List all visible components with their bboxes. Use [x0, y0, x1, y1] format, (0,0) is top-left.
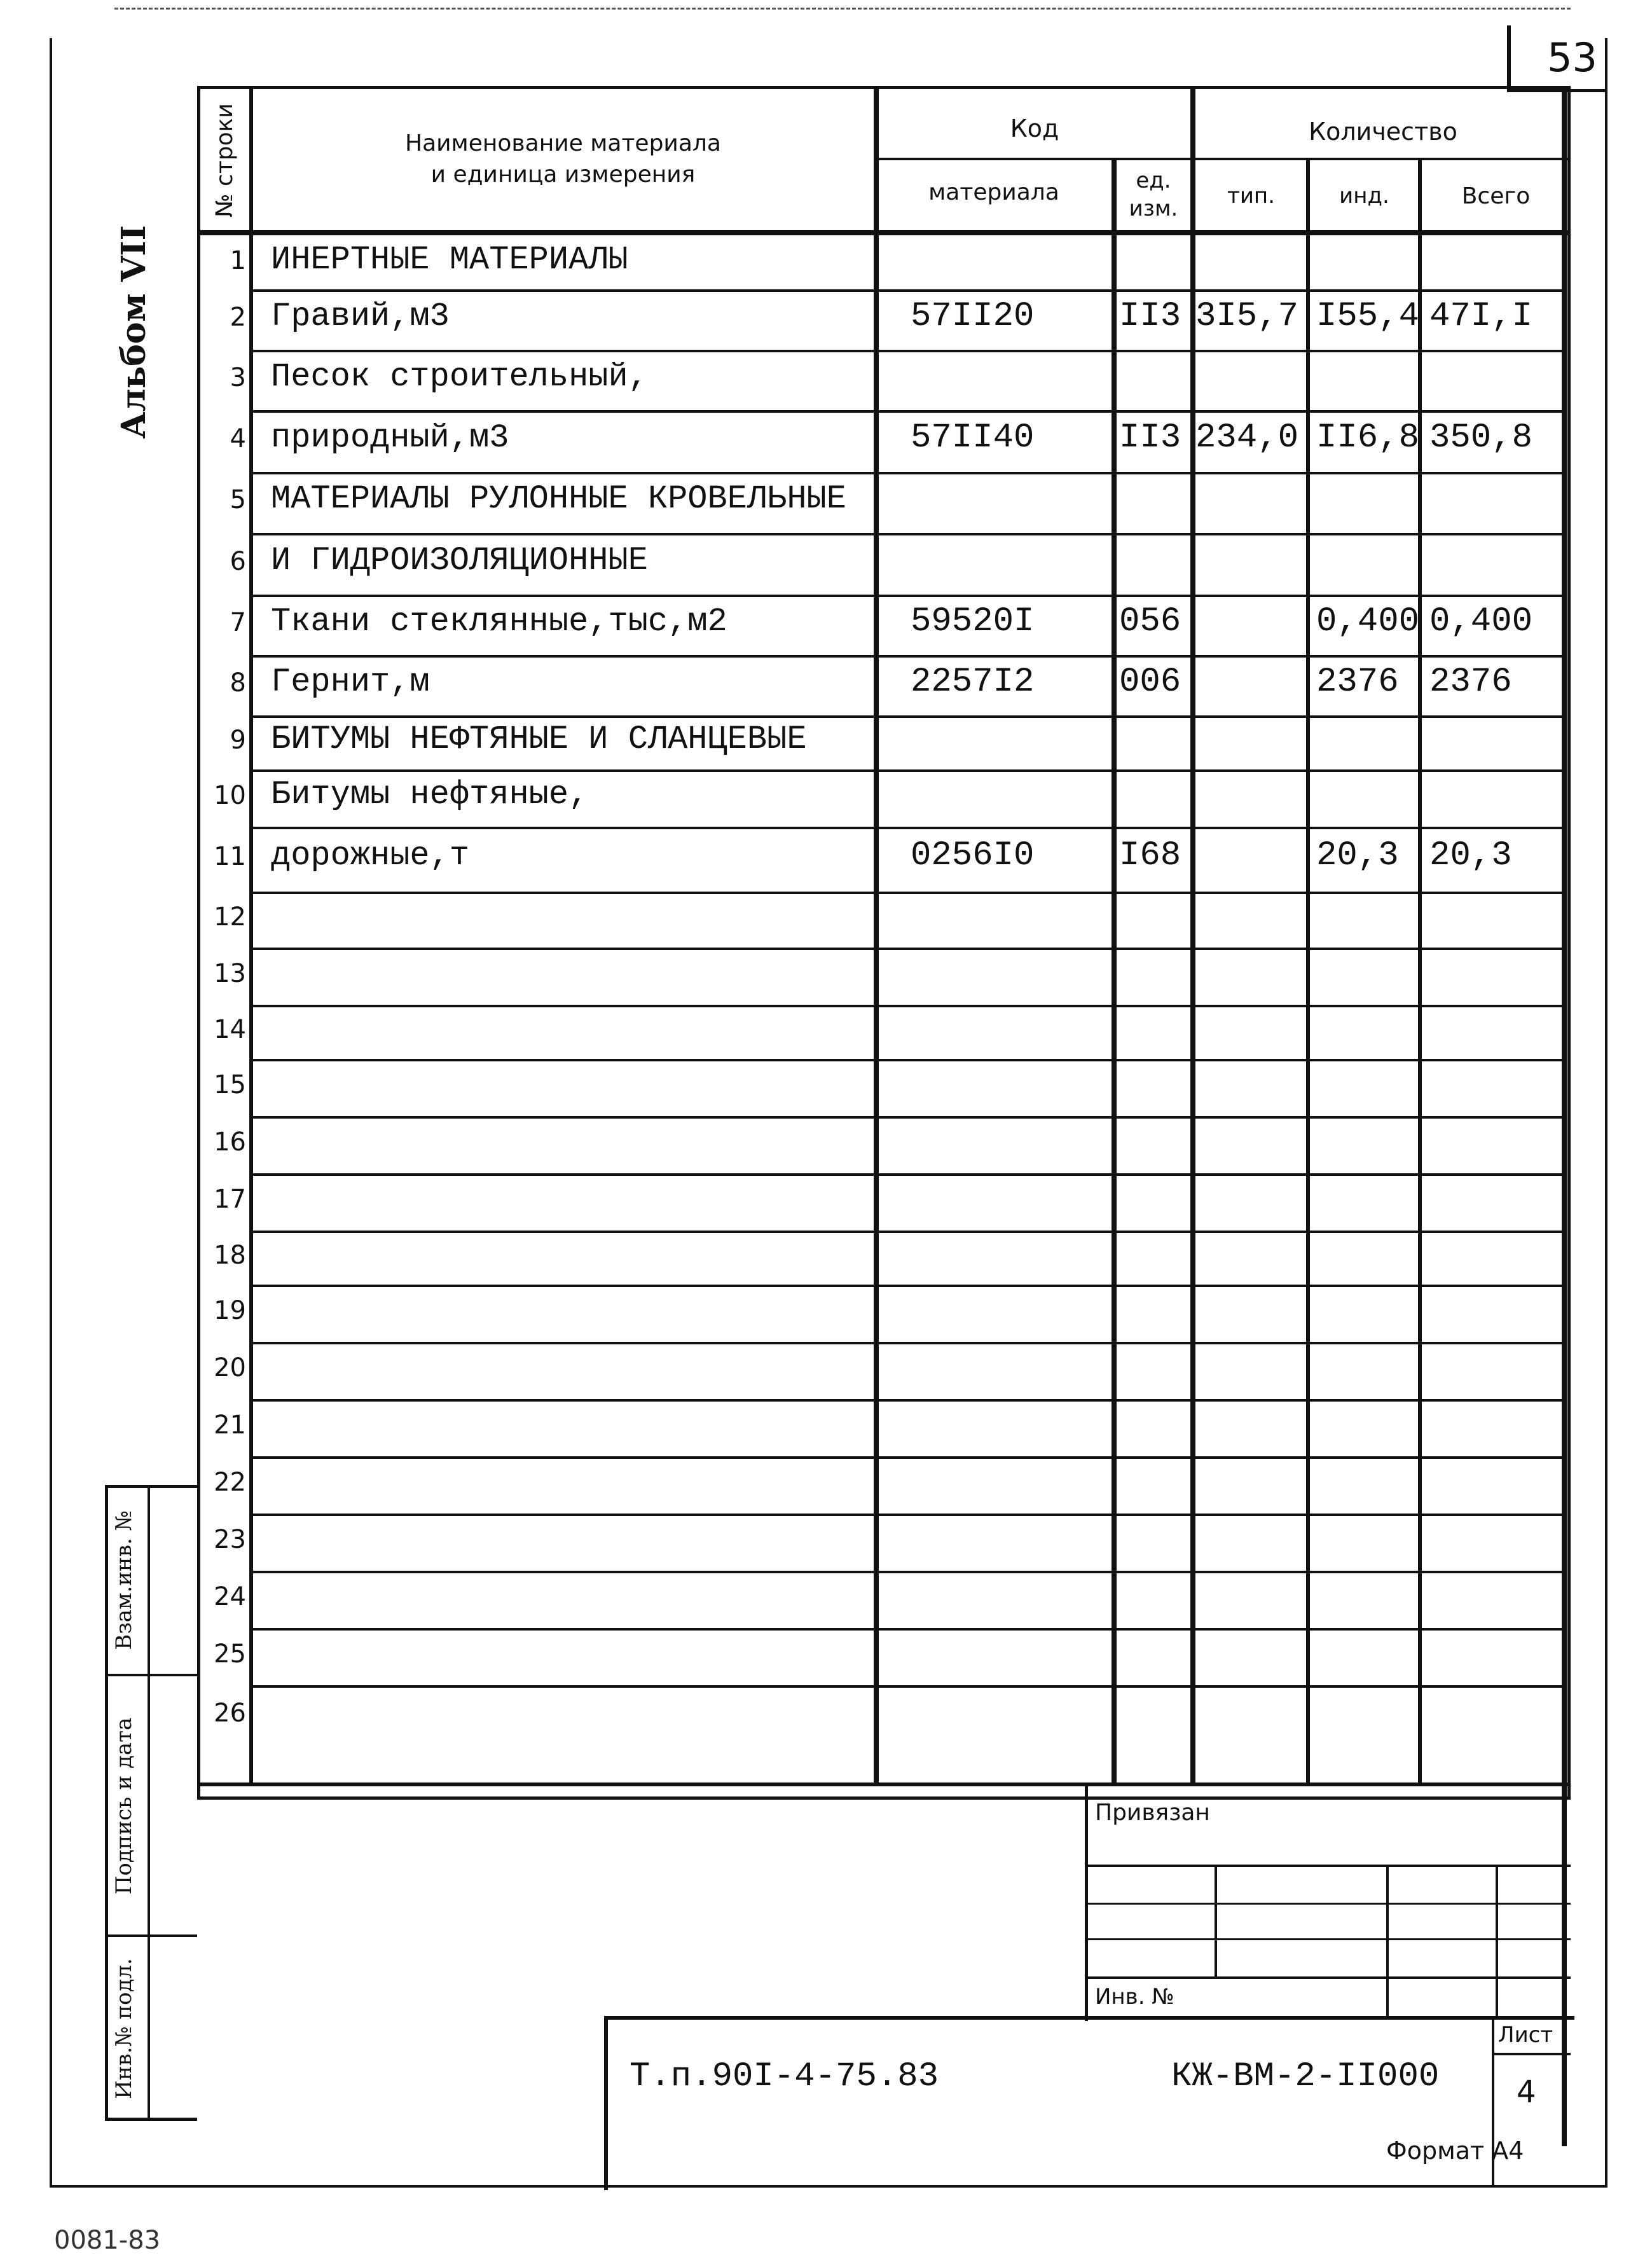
row-divider: [249, 1571, 1564, 1573]
qty-total: 350,8: [1429, 418, 1533, 457]
row-divider: [249, 1685, 1564, 1688]
row-divider: [249, 595, 1564, 597]
material-name: природный,м3: [271, 418, 509, 457]
row-divider: [249, 533, 1564, 535]
row-number: 19: [214, 1296, 246, 1325]
page-number-box: [1507, 25, 1606, 92]
row-divider: [249, 1514, 1564, 1516]
material-name: МАТЕРИАЛЫ РУЛОННЫЕ КРОВЕЛЬНЫЕ: [271, 480, 846, 518]
left-border-line: [50, 38, 52, 2188]
row-divider: [249, 1116, 1564, 1119]
side-label-orig-inv: Инв.№ подл.: [111, 1958, 137, 2099]
qty-typ: 3I5,7: [1195, 296, 1299, 336]
row-divider: [249, 1342, 1564, 1344]
top-border-line: [114, 8, 1571, 10]
row-divider: [249, 1059, 1564, 1061]
row-divider: [249, 472, 1564, 474]
header-qty-typ: тип.: [1227, 183, 1275, 209]
row-number: 1: [230, 245, 246, 275]
row-divider: [249, 948, 1564, 950]
qty-typ: 234,0: [1195, 418, 1299, 457]
col-line-rownum: [249, 89, 253, 1784]
material-name: Гернит,м: [271, 663, 430, 701]
header-code-divider: [876, 158, 1571, 160]
material-name: И ГИДРОИЗОЛЯЦИОННЫЕ: [271, 541, 648, 579]
stamp-bound-label: Привязан: [1095, 1800, 1210, 1826]
material-code: 2257I2: [911, 662, 1035, 701]
material-name: Гравий,м3: [271, 297, 450, 335]
material-code: 59520I: [911, 602, 1035, 641]
unit-code: II3: [1119, 418, 1181, 457]
format-label: Формат А4: [1386, 2137, 1524, 2165]
stamp-vline-3: [1496, 1865, 1498, 2017]
header-qty-ind: инд.: [1339, 183, 1389, 209]
row-number: 8: [230, 668, 246, 698]
qty-ind: 0,400: [1316, 602, 1420, 641]
qty-total: 2376: [1429, 662, 1512, 701]
material-name: Песок строительный,: [271, 357, 648, 396]
row-number: 12: [214, 902, 246, 932]
material-name: дорожные,т: [271, 837, 470, 875]
row-divider: [249, 1173, 1564, 1176]
row-number: 10: [214, 781, 246, 810]
col-line-ind: [1418, 159, 1422, 1784]
col-line-name: [874, 89, 879, 1784]
col-line-typ: [1306, 159, 1310, 1784]
row-number: 17: [214, 1185, 246, 1214]
col-line-unit: [1190, 89, 1195, 1784]
material-code: 0256I0: [911, 836, 1035, 876]
row-number: 15: [214, 1070, 246, 1100]
sheet-box-divider: [1492, 2053, 1571, 2055]
side-label-sign-date: Подпись и дата: [111, 1717, 137, 1895]
unit-code: 056: [1119, 602, 1181, 641]
sheet-number: 4: [1517, 2074, 1536, 2110]
qty-ind: II6,8: [1316, 418, 1420, 457]
row-divider: [249, 1005, 1564, 1007]
header-name-line2: и единица измерения: [430, 161, 696, 188]
row-divider: [249, 1231, 1564, 1233]
row-divider: [249, 1399, 1564, 1402]
row-divider: [249, 289, 1564, 292]
side-stamp-line-1: [105, 1674, 197, 1676]
row-number: 6: [230, 546, 246, 576]
row-divider: [249, 410, 1564, 413]
material-table: [197, 86, 1571, 1800]
row-number: 13: [214, 959, 246, 988]
row-number: 18: [214, 1240, 246, 1270]
qty-total: 47I,I: [1429, 296, 1533, 336]
row-number: 23: [214, 1525, 246, 1554]
header-name: [250, 89, 876, 232]
row-divider: [249, 827, 1564, 829]
row-number: 16: [214, 1128, 246, 1157]
header-row-number-text: № строки: [212, 103, 238, 217]
row-number: 2: [230, 302, 246, 332]
designation-code: КЖ-ВМ-2-II000: [1171, 2057, 1440, 2096]
stamp-vline-1: [1215, 1865, 1217, 1976]
header-code: Код: [1010, 114, 1059, 142]
album-label: Альбом VII: [114, 225, 153, 439]
qty-total: 0,400: [1429, 602, 1533, 641]
row-number: 22: [214, 1468, 246, 1497]
header-row-number: [200, 89, 250, 232]
row-number: 20: [214, 1353, 246, 1383]
material-code: 57II20: [911, 296, 1035, 336]
right-border-line: [1605, 38, 1607, 2188]
row-divider: [249, 715, 1564, 718]
row-divider: [249, 1285, 1564, 1287]
material-name: Битумы нефтяные,: [271, 776, 589, 814]
row-divider: [249, 655, 1564, 658]
side-stamp-divider: [148, 1485, 150, 2121]
unit-code: II3: [1119, 296, 1181, 336]
qty-ind: I55,4: [1316, 296, 1420, 336]
row-divider: [249, 1628, 1564, 1631]
col-line-code: [1112, 159, 1117, 1784]
row-number: 9: [230, 725, 246, 755]
header-code-material: материала: [928, 179, 1059, 205]
material-code: 57II40: [911, 418, 1035, 457]
row-number: 21: [214, 1410, 246, 1440]
side-label-replace-inv: Взам.инв. №: [111, 1510, 137, 1650]
sheet-label: Лист: [1498, 2022, 1553, 2048]
row-number: 24: [214, 1582, 246, 1611]
bottom-note: 0081-83: [54, 2226, 161, 2255]
row-number: 14: [214, 1014, 246, 1044]
stamp-vline-2: [1386, 1865, 1389, 2017]
row-number: 26: [214, 1698, 246, 1728]
header-code-unit: ед. изм.: [1129, 168, 1178, 222]
row-number: 7: [230, 607, 246, 637]
unit-code: 006: [1119, 662, 1181, 701]
material-name: Ткани стеклянные,тыс,м2: [271, 602, 727, 640]
row-number: 4: [230, 424, 246, 453]
unit-code: I68: [1119, 836, 1181, 876]
row-number: 11: [214, 842, 246, 871]
row-number: 25: [214, 1639, 246, 1669]
header-bottom-line: [200, 230, 1571, 235]
side-stamp-line-2: [105, 1934, 197, 1937]
row-divider: [249, 1456, 1564, 1459]
material-name: БИТУМЫ НЕФТЯНЫЕ И СЛАНЦЕВЫЕ: [271, 720, 807, 758]
header-quantity: Количество: [1309, 118, 1457, 146]
row-number: 5: [230, 485, 246, 514]
header-qty-total: Всего: [1461, 183, 1531, 209]
header-name-line1: Наименование материала: [405, 130, 721, 156]
row-divider: [249, 769, 1564, 772]
designation-text: Т.п.90I-4-75.83: [630, 2057, 939, 2096]
stamp-inv-label: Инв. №: [1095, 1984, 1174, 2010]
material-name: ИНЕРТНЫЕ МАТЕРИАЛЫ: [271, 240, 628, 279]
page-number: 53: [1547, 34, 1597, 81]
row-divider: [249, 892, 1564, 894]
qty-ind: 20,3: [1316, 836, 1399, 876]
qty-ind: 2376: [1316, 662, 1399, 701]
row-divider: [249, 350, 1564, 352]
row-number: 3: [230, 362, 246, 392]
qty-total: 20,3: [1429, 836, 1512, 876]
